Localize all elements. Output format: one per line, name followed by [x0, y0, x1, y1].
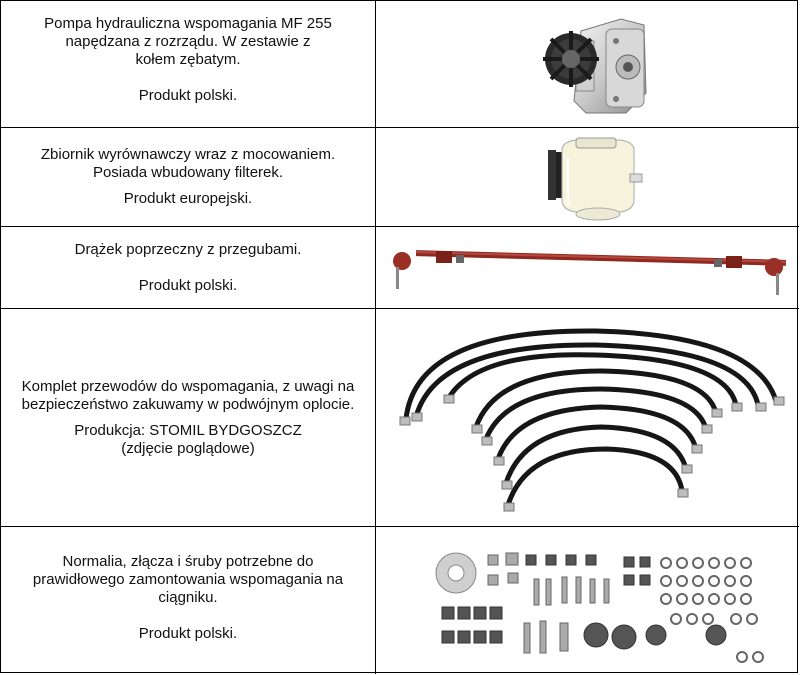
- expansion-tank-image: [376, 128, 799, 226]
- product-origin: Produkt polski.: [138, 87, 238, 104]
- product-description: Pompa hydrauliczna wspomagania MF 255 napędzana z rozrządu. W zestawie z kołem zębatym.: [44, 15, 332, 68]
- product-description: Zbiornik wyrównawczy wraz z mocowaniem. Posiada wbudowany filterek.: [40, 146, 336, 181]
- fasteners-set-image: [376, 527, 799, 673]
- product-image-cell: [376, 309, 799, 526]
- description-cell: [1, 1, 376, 127]
- product-description: Drążek poprzeczny z przegubami.: [74, 240, 302, 258]
- description-cell: [1, 128, 376, 226]
- hydraulic-pump-image: [376, 1, 799, 127]
- description-cell: [1, 227, 376, 308]
- product-origin: Produkt europejski.: [123, 190, 253, 207]
- product-origin: Produkt polski.: [138, 276, 238, 294]
- product-image-cell: [376, 527, 799, 674]
- table-row: [1, 1, 799, 128]
- product-image-cell: [376, 128, 799, 226]
- product-origin: Produkcja: STOMIL BYDGOSZCZ (zdjęcie poglądowe): [74, 421, 302, 457]
- product-description: Komplet przewodów do wspomagania, z uwagi na bezpieczeństwo zakuwamy w podwójnym oplocie.: [21, 377, 355, 413]
- table-row: [1, 227, 799, 309]
- description-cell: [1, 527, 376, 674]
- table-row: [1, 527, 799, 674]
- product-description: Normalia, złącza i śruby potrzebne do prawidłowego zamontowania wspomagania na ciągniku.: [32, 552, 344, 606]
- product-origin: Produkt polski.: [138, 624, 238, 642]
- product-image-cell: [376, 227, 799, 308]
- description-cell: [1, 309, 376, 526]
- tie-rod-image: [376, 227, 799, 308]
- hydraulic-hoses-image: [376, 309, 799, 526]
- product-image-cell: [376, 1, 799, 127]
- table-row: [1, 128, 799, 227]
- table-row: [1, 309, 799, 527]
